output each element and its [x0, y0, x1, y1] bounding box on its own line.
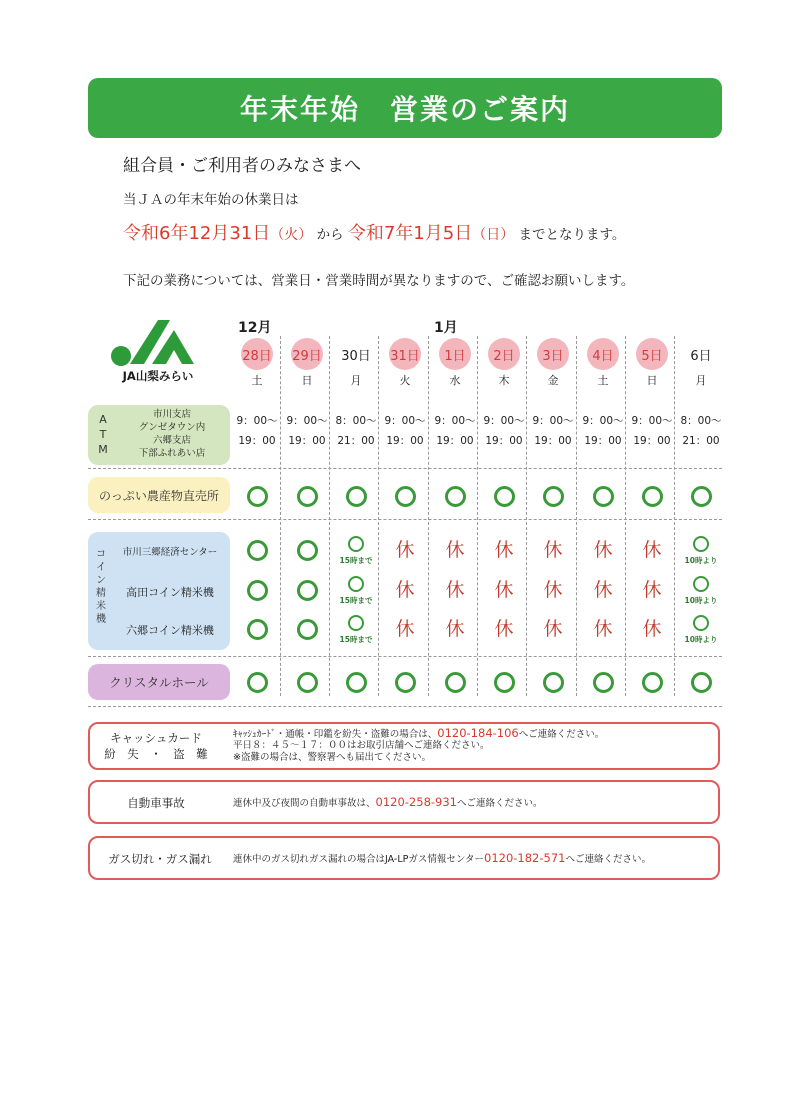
cash-card-text-2: 平日８：４５～１７：００はお取引店舗へご連絡ください。 [233, 740, 490, 751]
coin-cell [529, 619, 577, 639]
open-circle-icon [346, 672, 367, 693]
open-circle-icon [297, 540, 318, 561]
closed-mark: 休 [494, 539, 514, 561]
day-column-header [287, 338, 327, 388]
atm-hours-text: 9：00～ [286, 415, 328, 427]
weekday: 土 [597, 374, 609, 387]
closed-mark: 休 [445, 618, 465, 640]
closed-mark: 休 [445, 539, 465, 561]
open-circle-icon [395, 486, 416, 507]
atm-hours-text: 19：00 [436, 435, 474, 447]
atm-hours-text: 9：00～ [582, 415, 624, 427]
coin-cell [677, 615, 725, 644]
noppui-cell [233, 486, 281, 511]
atm-hours-text: 8：00～ [335, 415, 377, 427]
atm-hours-text: 9：00～ [384, 415, 426, 427]
day-column-header [484, 338, 524, 388]
weekday: 土 [251, 374, 263, 387]
open-circle-icon [445, 486, 466, 507]
open-circle-icon [593, 672, 614, 693]
day-column-header [533, 338, 573, 388]
day-number: 6日 [690, 348, 712, 364]
closed-mark: 休 [395, 539, 415, 561]
atm-char: M [98, 443, 108, 456]
car-phone: 0120-258-931 [375, 795, 457, 809]
crystal-cell [628, 672, 676, 697]
noppui-cell [480, 486, 528, 511]
weekday: 日 [301, 374, 313, 387]
open-circle-icon [297, 672, 318, 693]
gas-phone: 0120-182-571 [484, 851, 566, 865]
atm-hours-cell [579, 411, 627, 451]
coin-cell [579, 619, 627, 639]
atm-hours-text: 19：00 [633, 435, 671, 447]
cash-text-b: へご連絡ください。 [518, 729, 605, 740]
day-number: 1日 [439, 338, 471, 370]
atm-hours-cell [529, 411, 577, 451]
atm-hours-text: 9：00～ [532, 415, 574, 427]
day-column-header [681, 338, 721, 388]
noppui-cell [381, 486, 429, 511]
coin-cell [283, 619, 331, 644]
noppui-cell [332, 486, 380, 511]
open-circle-icon [693, 576, 709, 592]
partial-hours-note: 10時より [684, 635, 718, 644]
open-circle-icon [247, 619, 268, 640]
cash-phone: 0120-184-106 [437, 726, 519, 740]
open-circle-icon [693, 536, 709, 552]
atm-hours-text: 19：00 [534, 435, 572, 447]
column-divider [477, 336, 478, 696]
coin-cell [628, 540, 676, 560]
closed-mark: 休 [642, 539, 662, 561]
atm-hours-cell [480, 411, 528, 451]
day-number: 31日 [389, 338, 421, 370]
weekday: 火 [399, 374, 411, 387]
gas-text-b: へご連絡ください。 [565, 854, 651, 865]
atm-branch: 市川支店 [152, 409, 191, 420]
atm-hours-text: 9：00～ [434, 415, 476, 427]
atm-branch: グンゼタウン内 [138, 422, 206, 433]
cash-card-text-1 [233, 727, 604, 741]
page-title: 年末年始 営業のご案内 [88, 78, 722, 138]
day-number: 29日 [291, 338, 323, 370]
intro-text: 当ＪＡの年末年始の休業日は [123, 192, 299, 208]
open-circle-icon [247, 580, 268, 601]
column-divider [576, 336, 577, 696]
open-circle-icon [297, 580, 318, 601]
coin-cell [529, 540, 577, 560]
crystal-cell [381, 672, 429, 697]
holiday-end-day: （日） [472, 227, 515, 243]
open-circle-icon [395, 672, 416, 693]
coin-char: ン [96, 575, 106, 586]
gas-text-a: 連休中のガス切れガス漏れの場合はJA-LPガス情報センター [233, 854, 484, 865]
closed-mark: 休 [593, 618, 613, 640]
coin-cell [332, 536, 380, 565]
holiday-tail: までとなります。 [518, 227, 626, 243]
weekday: 木 [498, 374, 510, 387]
row-separator [88, 519, 722, 520]
closed-mark: 休 [445, 579, 465, 601]
day-number: 2日 [488, 338, 520, 370]
atm-hours-text: 21：00 [337, 435, 375, 447]
greeting: 組合員・ご利用者のみなさまへ [123, 156, 361, 176]
crystal-cell [480, 672, 528, 697]
coin-cell [283, 540, 331, 565]
day-column-header [583, 338, 623, 388]
coin-cell [480, 580, 528, 600]
coin-row-name: 六郷コイン精米機 [126, 624, 214, 637]
open-circle-icon [297, 619, 318, 640]
atm-hours-text: 8：00～ [680, 415, 722, 427]
coin-cell [480, 540, 528, 560]
column-divider [428, 336, 429, 696]
atm-hours-cell [677, 411, 725, 451]
coin-cell [628, 580, 676, 600]
open-circle-icon [247, 672, 268, 693]
partial-hours-note: 15時まで [339, 635, 373, 644]
coin-char: イ [96, 562, 106, 573]
weekday: 月 [350, 374, 362, 387]
closed-mark: 休 [543, 539, 563, 561]
open-circle-icon [247, 486, 268, 507]
closed-mark: 休 [543, 579, 563, 601]
crystal-cell [233, 672, 281, 697]
open-circle-icon [348, 536, 364, 552]
open-circle-icon [593, 486, 614, 507]
open-circle-icon [348, 615, 364, 631]
closed-mark: 休 [593, 539, 613, 561]
day-number: 3日 [537, 338, 569, 370]
crystal-cell [677, 672, 725, 697]
atm-hours-text: 19：00 [386, 435, 424, 447]
open-circle-icon [691, 672, 712, 693]
crystal-cell [283, 672, 331, 697]
atm-branch: 下部ふれあい店 [138, 448, 206, 459]
crystal-hall-label: クリスタルホール [88, 664, 230, 700]
coin-cell [579, 540, 627, 560]
noppui-cell [431, 486, 479, 511]
open-circle-icon [348, 576, 364, 592]
open-circle-icon [494, 672, 515, 693]
day-column-header [385, 338, 425, 388]
atm-hours-text: 9：00～ [631, 415, 673, 427]
closed-mark: 休 [642, 579, 662, 601]
open-circle-icon [693, 615, 709, 631]
day-number: 5日 [636, 338, 668, 370]
row-separator [88, 656, 722, 657]
coin-cell [480, 619, 528, 639]
holiday-end: 令和7年1月5日 [347, 223, 473, 244]
coin-char: 精 [96, 588, 106, 599]
coin-cell [381, 619, 429, 639]
coin-cell [579, 580, 627, 600]
coin-cell [677, 576, 725, 605]
open-circle-icon [346, 486, 367, 507]
noppui-label: のっぷい農産物直売所 [88, 477, 230, 513]
open-circle-icon [543, 672, 564, 693]
atm-branch: 六郷支店 [152, 435, 191, 446]
day-column-header [237, 338, 277, 388]
gas-label: ガス切れ・ガス漏れ [108, 852, 212, 866]
coin-cell [332, 615, 380, 644]
crystal-cell [579, 672, 627, 697]
coin-cell [233, 619, 281, 644]
atm-hours-cell [381, 411, 429, 451]
partial-hours-note: 10時より [684, 596, 718, 605]
coin-cell [283, 580, 331, 605]
atm-hours-text: 9：00～ [483, 415, 525, 427]
atm-hours-text: 19：00 [485, 435, 523, 447]
coin-row-name: 市川三郷経済センター [122, 547, 218, 558]
holiday-start-day: （火） [270, 227, 313, 243]
atm-hours-cell [431, 411, 479, 451]
weekday: 日 [646, 374, 658, 387]
atm-hours-text: 21：00 [682, 435, 720, 447]
coin-vertical-label [94, 548, 108, 626]
day-column-header [336, 338, 376, 388]
noppui-cell [283, 486, 331, 511]
weekday: 水 [449, 374, 461, 387]
day-column-header [632, 338, 672, 388]
open-circle-icon [543, 486, 564, 507]
noppui-cell [677, 486, 725, 511]
atm-vertical-label [96, 412, 110, 457]
coin-cell [332, 576, 380, 605]
gas-text [233, 852, 651, 866]
coin-char: コ [96, 549, 106, 560]
day-column-header [435, 338, 475, 388]
day-number: 4日 [587, 338, 619, 370]
coin-cell [677, 536, 725, 565]
noppui-cell [579, 486, 627, 511]
atm-char: A [99, 413, 107, 426]
coin-row-name: 高田コイン精米機 [126, 586, 214, 599]
open-circle-icon [691, 486, 712, 507]
coin-cell [431, 580, 479, 600]
atm-hours-cell [332, 411, 380, 451]
column-divider [625, 336, 626, 696]
atm-hours-cell [628, 411, 676, 451]
row-separator [88, 468, 722, 469]
logo-text: JA山梨みらい [122, 369, 194, 383]
atm-hours-text: 19：00 [238, 435, 276, 447]
notice-text: 下記の業務については、営業日・営業時間が異なりますので、ご確認お願いします。 [123, 273, 635, 289]
closed-mark: 休 [395, 579, 415, 601]
coin-cell [431, 619, 479, 639]
closed-mark: 休 [395, 618, 415, 640]
car-text-b: へご連絡ください。 [456, 798, 543, 809]
crystal-cell [332, 672, 380, 697]
day-number: 30日 [341, 348, 371, 364]
atm-hours-cell [233, 411, 281, 451]
atm-branch-list [120, 408, 224, 460]
holiday-from: から [316, 227, 344, 243]
cash-card-label-1: キャッシュカード [110, 731, 202, 745]
car-accident-label: 自動車事故 [127, 796, 185, 810]
row-separator [88, 706, 722, 707]
atm-hours-cell [283, 411, 331, 451]
open-circle-icon [297, 486, 318, 507]
coin-cell [381, 540, 429, 560]
coin-char: 米 [96, 601, 106, 612]
closed-mark: 休 [494, 618, 514, 640]
noppui-cell [628, 486, 676, 511]
column-divider [526, 336, 527, 696]
holiday-start: 令和6年12月31日 [123, 223, 271, 244]
month-december: 12月 [238, 320, 272, 336]
column-divider [674, 336, 675, 696]
open-circle-icon [445, 672, 466, 693]
cash-card-text-3: ※盗難の場合は、警察署へも届出てください。 [233, 752, 431, 763]
car-accident-text [233, 796, 543, 810]
atm-hours-text: 9：00～ [236, 415, 278, 427]
partial-hours-note: 10時より [684, 556, 718, 565]
open-circle-icon [642, 672, 663, 693]
noppui-cell [529, 486, 577, 511]
coin-cell [628, 619, 676, 639]
closed-mark: 休 [593, 579, 613, 601]
coin-char: 機 [96, 614, 106, 625]
coin-cell [233, 540, 281, 565]
cash-card-label-2: 紛 失 ・ 盗 難 [104, 747, 208, 761]
atm-char: T [99, 428, 107, 441]
weekday: 月 [695, 374, 707, 387]
open-circle-icon [494, 486, 515, 507]
closed-mark: 休 [494, 579, 514, 601]
cash-text-a: ｷｬｯｼｭｶｰﾄﾞ・通帳・印鑑を紛失・盗難の場合は、 [233, 729, 438, 740]
closed-mark: 休 [543, 618, 563, 640]
crystal-cell [431, 672, 479, 697]
coin-cell [233, 580, 281, 605]
partial-hours-note: 15時まで [339, 596, 373, 605]
open-circle-icon [247, 540, 268, 561]
car-text-a: 連休中及び夜間の自動車事故は、 [233, 798, 376, 809]
weekday: 金 [547, 374, 559, 387]
month-january: 1月 [434, 320, 458, 336]
open-circle-icon [642, 486, 663, 507]
coin-cell [431, 540, 479, 560]
partial-hours-note: 15時まで [339, 556, 373, 565]
atm-hours-text: 19：00 [584, 435, 622, 447]
holiday-period [123, 219, 625, 245]
closed-mark: 休 [642, 618, 662, 640]
coin-cell [529, 580, 577, 600]
crystal-cell [529, 672, 577, 697]
coin-cell [381, 580, 429, 600]
day-number: 28日 [241, 338, 273, 370]
atm-hours-text: 19：00 [288, 435, 326, 447]
